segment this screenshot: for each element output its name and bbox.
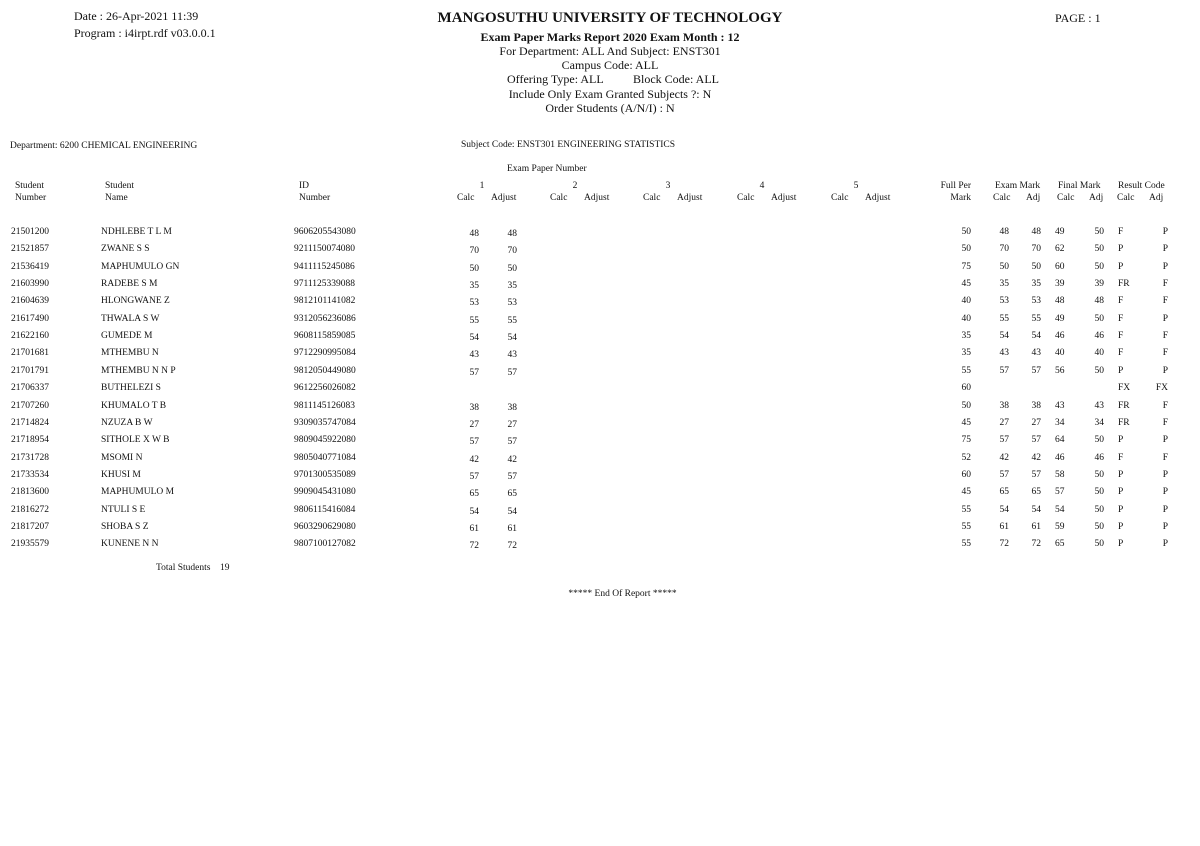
cell-ea: 57 bbox=[1031, 469, 1041, 480]
cell-name: MAPHUMULO M bbox=[101, 487, 175, 498]
cell-fc: 48 bbox=[1055, 296, 1065, 307]
paper-2-heading: 2 bbox=[572, 181, 578, 191]
cell-p1c: 57 bbox=[469, 471, 479, 482]
cell-id: 9812050449080 bbox=[294, 365, 356, 376]
paper-1-calc-heading: Calc bbox=[457, 193, 475, 203]
cell-fa: 50 bbox=[1094, 435, 1104, 446]
cell-id: 9809045922080 bbox=[294, 435, 356, 446]
cell-rc: FR bbox=[1118, 279, 1130, 290]
cell-num: 21813600 bbox=[11, 487, 49, 498]
cell-name: NZUZA B W bbox=[101, 417, 153, 428]
cell-fc: 43 bbox=[1055, 400, 1065, 411]
cell-fa: 40 bbox=[1094, 348, 1104, 359]
cell-name: GUMEDE M bbox=[101, 331, 153, 342]
program-id: Program : i4irpt.rdf v03.0.0.1 bbox=[74, 26, 216, 40]
cell-ea: 42 bbox=[1031, 452, 1041, 463]
cell-ra: P bbox=[1162, 227, 1168, 237]
cell-p1c: 50 bbox=[469, 263, 479, 274]
result-calc-heading: Calc bbox=[1117, 193, 1135, 203]
cell-fc: 39 bbox=[1055, 279, 1065, 290]
subject-line: Subject Code: ENST301 ENGINEERING STATISTICS bbox=[461, 140, 676, 150]
cell-fa: 50 bbox=[1094, 504, 1104, 515]
cell-fc: 54 bbox=[1055, 504, 1065, 515]
cell-ea: 35 bbox=[1031, 279, 1041, 290]
cell-full: 75 bbox=[961, 261, 971, 272]
cell-p1a: 50 bbox=[507, 263, 517, 274]
cell-ea: 72 bbox=[1031, 539, 1041, 550]
cell-name: NDHLEBE T L M bbox=[101, 227, 172, 237]
cell-ea: 27 bbox=[1031, 417, 1041, 428]
cell-p1c: 70 bbox=[469, 246, 479, 257]
cell-ra: F bbox=[1162, 452, 1168, 463]
final-calc-heading: Calc bbox=[1057, 193, 1075, 203]
order-filter: Order Students (A/N/I) : N bbox=[545, 101, 675, 115]
cell-id: 9711125339088 bbox=[294, 279, 356, 290]
cell-num: 21718954 bbox=[11, 435, 49, 446]
department-line: Department: 6200 CHEMICAL ENGINEERING bbox=[10, 141, 198, 151]
cell-num: 21521857 bbox=[11, 244, 49, 255]
cell-ea: 54 bbox=[1031, 331, 1041, 342]
cell-ec: 57 bbox=[999, 435, 1009, 446]
cell-id: 9805040771084 bbox=[294, 452, 356, 463]
cell-ec: 72 bbox=[999, 539, 1009, 550]
cell-rc: F bbox=[1118, 296, 1124, 307]
cell-fc: 40 bbox=[1055, 348, 1065, 359]
cell-fa: 50 bbox=[1094, 365, 1104, 376]
final-adj-heading: Adj bbox=[1089, 193, 1104, 203]
cell-fa: 50 bbox=[1094, 244, 1104, 255]
cell-num: 21706337 bbox=[11, 383, 49, 394]
student-number-heading: Student Number bbox=[15, 181, 47, 203]
paper-2-adjust-heading: Adjust bbox=[584, 193, 610, 203]
cell-full: 35 bbox=[961, 348, 971, 359]
cell-id: 9603290629080 bbox=[294, 521, 356, 532]
cell-fc: 57 bbox=[1055, 487, 1065, 498]
cell-ra: F bbox=[1162, 400, 1168, 411]
paper-5-adjust-heading: Adjust bbox=[865, 193, 891, 203]
report-title: Exam Paper Marks Report 2020 Exam Month : 12 bbox=[480, 30, 740, 44]
cell-p1a: 61 bbox=[507, 523, 517, 534]
report-date: Date : 26-Apr-2021 11:39 bbox=[74, 9, 199, 23]
cell-ec: 48 bbox=[999, 227, 1009, 237]
cell-p1c: 53 bbox=[469, 298, 479, 309]
cell-ea: 70 bbox=[1031, 244, 1041, 255]
cell-num: 21604639 bbox=[11, 296, 49, 307]
cell-fc: 65 bbox=[1055, 539, 1065, 550]
cell-full: 45 bbox=[961, 487, 971, 498]
cell-name: MTHEMBU N bbox=[101, 348, 159, 359]
id-number-heading: ID Number bbox=[299, 181, 331, 203]
paper-5-heading: 5 bbox=[853, 181, 859, 191]
cell-ec: 53 bbox=[999, 296, 1009, 307]
cell-ra: F bbox=[1162, 296, 1168, 307]
result-adj-heading: Adj bbox=[1149, 193, 1164, 203]
cell-num: 21701681 bbox=[11, 348, 49, 359]
cell-ec: 54 bbox=[999, 331, 1009, 342]
cell-fc: 59 bbox=[1055, 521, 1065, 532]
cell-fa: 50 bbox=[1094, 469, 1104, 480]
cell-fa: 39 bbox=[1094, 279, 1104, 290]
cell-ra: FX bbox=[1155, 383, 1168, 394]
cell-id: 9612256026082 bbox=[294, 383, 356, 394]
cell-rc: P bbox=[1118, 365, 1124, 376]
cell-ra: P bbox=[1162, 487, 1168, 498]
cell-p1c: 27 bbox=[469, 419, 479, 430]
cell-rc: FR bbox=[1118, 400, 1130, 411]
cell-p1c: 57 bbox=[469, 437, 479, 448]
cell-p1a: 72 bbox=[507, 541, 517, 552]
cell-ec: 27 bbox=[999, 417, 1009, 428]
cell-id: 9211150074080 bbox=[294, 244, 356, 255]
cell-fc: 46 bbox=[1055, 331, 1065, 342]
cell-p1a: 57 bbox=[507, 367, 517, 378]
cell-ea: 55 bbox=[1031, 313, 1041, 324]
cell-rc: P bbox=[1118, 487, 1124, 498]
cell-name: SITHOLE X W B bbox=[101, 435, 170, 446]
granted-filter: Include Only Exam Granted Subjects ?: N bbox=[508, 87, 712, 101]
department-subject-filter: For Department: ALL And Subject: ENST301 bbox=[499, 44, 721, 58]
cell-p1c: 35 bbox=[469, 281, 479, 292]
end-of-report: ***** End Of Report ***** bbox=[568, 589, 677, 599]
cell-id: 9806115416084 bbox=[294, 504, 356, 515]
cell-fa: 50 bbox=[1094, 313, 1104, 324]
cell-ra: P bbox=[1162, 244, 1168, 255]
cell-p1c: 61 bbox=[469, 523, 479, 534]
cell-ra: P bbox=[1162, 504, 1168, 515]
cell-name: BUTHELEZI S bbox=[101, 383, 161, 394]
cell-ea: 57 bbox=[1031, 435, 1041, 446]
cell-p1a: 65 bbox=[507, 489, 517, 500]
cell-num: 21701791 bbox=[11, 365, 49, 376]
cell-ec: 42 bbox=[999, 452, 1009, 463]
cell-fc: 58 bbox=[1055, 469, 1065, 480]
cell-id: 9312056236086 bbox=[294, 313, 356, 324]
cell-ra: F bbox=[1162, 331, 1168, 342]
cell-full: 50 bbox=[961, 244, 971, 255]
full-per-mark-heading: Full Per Mark bbox=[940, 181, 971, 203]
cell-name: MSOMI N bbox=[101, 452, 143, 463]
cell-id: 9811145126083 bbox=[294, 400, 356, 411]
cell-ec: 65 bbox=[999, 487, 1009, 498]
cell-ra: P bbox=[1162, 435, 1168, 446]
cell-fc: 46 bbox=[1055, 452, 1065, 463]
cell-num: 21707260 bbox=[11, 400, 49, 411]
cell-ra: P bbox=[1162, 365, 1168, 376]
cell-p1a: 27 bbox=[507, 419, 517, 430]
cell-fc: 49 bbox=[1055, 227, 1065, 237]
cell-ec: 50 bbox=[999, 261, 1009, 272]
cell-rc: F bbox=[1118, 313, 1124, 324]
cell-fa: 34 bbox=[1094, 417, 1104, 428]
final-mark-heading: Final Mark bbox=[1058, 181, 1101, 191]
result-code-heading: Result Code bbox=[1118, 181, 1165, 191]
cell-full: 55 bbox=[961, 539, 971, 550]
cell-ec: 70 bbox=[999, 244, 1009, 255]
cell-fa: 46 bbox=[1094, 452, 1104, 463]
cell-full: 55 bbox=[961, 521, 971, 532]
cell-id: 9608115859085 bbox=[294, 331, 356, 342]
cell-rc: P bbox=[1118, 435, 1124, 446]
cell-ea: 54 bbox=[1031, 504, 1041, 515]
cell-ra: P bbox=[1162, 469, 1168, 480]
cell-p1a: 48 bbox=[507, 229, 517, 239]
exam-mark-heading: Exam Mark bbox=[995, 181, 1041, 191]
block-filter: Block Code: ALL bbox=[633, 72, 719, 86]
cell-num: 21714824 bbox=[11, 417, 49, 428]
cell-p1c: 48 bbox=[469, 229, 479, 239]
cell-name: KUNENE N N bbox=[101, 539, 159, 550]
cell-num: 21617490 bbox=[11, 313, 49, 324]
cell-name: KHUSI M bbox=[101, 469, 141, 480]
cell-full: 75 bbox=[961, 435, 971, 446]
cell-rc: P bbox=[1118, 504, 1124, 515]
total-students-label: Total Students bbox=[156, 563, 211, 573]
total-students-value: 19 bbox=[220, 563, 230, 573]
cell-ec: 54 bbox=[999, 504, 1009, 515]
cell-ra: P bbox=[1162, 539, 1168, 550]
paper-4-adjust-heading: Adjust bbox=[771, 193, 797, 203]
cell-ea: 43 bbox=[1031, 348, 1041, 359]
cell-rc: P bbox=[1118, 469, 1124, 480]
cell-id: 9812101141082 bbox=[294, 296, 356, 307]
cell-fa: 46 bbox=[1094, 331, 1104, 342]
cell-name: SHOBA S Z bbox=[101, 521, 149, 532]
paper-2-calc-heading: Calc bbox=[550, 193, 568, 203]
cell-p1a: 38 bbox=[507, 402, 517, 413]
cell-fa: 50 bbox=[1094, 487, 1104, 498]
cell-full: 45 bbox=[961, 417, 971, 428]
cell-p1c: 54 bbox=[469, 506, 479, 517]
cell-ea: 65 bbox=[1031, 487, 1041, 498]
university-name: MANGOSUTHU UNIVERSITY OF TECHNOLOGY bbox=[437, 10, 783, 26]
cell-name: RADEBE S M bbox=[101, 279, 158, 290]
paper-1-heading: 1 bbox=[479, 181, 485, 191]
cell-name: HLONGWANE Z bbox=[101, 296, 170, 307]
cell-full: 52 bbox=[961, 452, 971, 463]
cell-fa: 50 bbox=[1094, 539, 1104, 550]
cell-ra: P bbox=[1162, 313, 1168, 324]
cell-ea: 48 bbox=[1031, 227, 1041, 237]
cell-rc: F bbox=[1118, 452, 1124, 463]
cell-p1c: 55 bbox=[469, 315, 479, 326]
cell-p1a: 57 bbox=[507, 437, 517, 448]
cell-fc: 62 bbox=[1055, 244, 1065, 255]
cell-ra: P bbox=[1162, 261, 1168, 272]
cell-id: 9411115245086 bbox=[294, 261, 355, 272]
cell-ra: P bbox=[1162, 521, 1168, 532]
cell-p1a: 42 bbox=[507, 454, 517, 465]
cell-fc: 34 bbox=[1055, 417, 1065, 428]
cell-ec: 35 bbox=[999, 279, 1009, 290]
cell-full: 55 bbox=[961, 365, 971, 376]
paper-3-adjust-heading: Adjust bbox=[677, 193, 703, 203]
offering-filter: Offering Type: ALL bbox=[507, 72, 604, 86]
cell-p1c: 38 bbox=[469, 402, 479, 413]
cell-ec: 38 bbox=[999, 400, 1009, 411]
cell-num: 21817207 bbox=[11, 521, 49, 532]
cell-p1a: 57 bbox=[507, 471, 517, 482]
cell-full: 50 bbox=[961, 400, 971, 411]
cell-name: MAPHUMULO GN bbox=[101, 261, 180, 272]
cell-fc: 60 bbox=[1055, 261, 1065, 272]
cell-id: 9606205543080 bbox=[294, 227, 356, 237]
cell-num: 21536419 bbox=[11, 261, 49, 272]
cell-ea: 53 bbox=[1031, 296, 1041, 307]
cell-rc: FR bbox=[1118, 417, 1130, 428]
cell-full: 35 bbox=[961, 331, 971, 342]
cell-fa: 43 bbox=[1094, 400, 1104, 411]
cell-full: 40 bbox=[961, 296, 971, 307]
cell-p1c: 43 bbox=[469, 350, 479, 361]
cell-p1c: 57 bbox=[469, 367, 479, 378]
paper-1-adjust-heading: Adjust bbox=[491, 193, 517, 203]
cell-p1a: 54 bbox=[507, 333, 517, 344]
cell-id: 9807100127082 bbox=[294, 539, 356, 550]
cell-id: 9309035747084 bbox=[294, 417, 356, 428]
cell-num: 21816272 bbox=[11, 504, 49, 515]
cell-num: 21731728 bbox=[11, 452, 49, 463]
paper-5-calc-heading: Calc bbox=[831, 193, 849, 203]
paper-4-calc-heading: Calc bbox=[737, 193, 755, 203]
cell-num: 21733534 bbox=[11, 469, 49, 480]
cell-num: 21622160 bbox=[11, 331, 49, 342]
cell-full: 60 bbox=[961, 469, 971, 480]
cell-num: 21501200 bbox=[11, 227, 49, 237]
cell-full: 60 bbox=[961, 383, 971, 394]
cell-ec: 55 bbox=[999, 313, 1009, 324]
cell-ea: 38 bbox=[1031, 400, 1041, 411]
cell-p1a: 55 bbox=[507, 315, 517, 326]
cell-ea: 57 bbox=[1031, 365, 1041, 376]
cell-ec: 57 bbox=[999, 469, 1009, 480]
cell-rc: P bbox=[1118, 539, 1124, 550]
cell-ec: 57 bbox=[999, 365, 1009, 376]
cell-fc: 56 bbox=[1055, 365, 1065, 376]
cell-full: 45 bbox=[961, 279, 971, 290]
cell-p1a: 54 bbox=[507, 506, 517, 517]
cell-id: 9909045431080 bbox=[294, 487, 356, 498]
cell-ea: 61 bbox=[1031, 521, 1041, 532]
student-name-heading: Student Name bbox=[105, 181, 135, 203]
cell-full: 50 bbox=[961, 227, 971, 237]
cell-full: 40 bbox=[961, 313, 971, 324]
campus-filter: Campus Code: ALL bbox=[561, 58, 659, 72]
cell-p1c: 72 bbox=[469, 541, 479, 552]
exam-adj-heading: Adj bbox=[1026, 193, 1041, 203]
exam-calc-heading: Calc bbox=[993, 193, 1011, 203]
cell-rc: P bbox=[1118, 521, 1124, 532]
page-number: PAGE : 1 bbox=[1055, 11, 1101, 25]
cell-fa: 50 bbox=[1094, 227, 1104, 237]
cell-ra: F bbox=[1162, 417, 1168, 428]
cell-rc: F bbox=[1118, 348, 1124, 359]
cell-fa: 48 bbox=[1094, 296, 1104, 307]
cell-id: 9712290995084 bbox=[294, 348, 356, 359]
paper-4-heading: 4 bbox=[759, 181, 765, 191]
cell-p1c: 54 bbox=[469, 333, 479, 344]
cell-rc: P bbox=[1118, 244, 1124, 255]
cell-ea: 50 bbox=[1031, 261, 1041, 272]
cell-fa: 50 bbox=[1094, 521, 1104, 532]
cell-name: THWALA S W bbox=[101, 313, 160, 324]
cell-name: NTULI S E bbox=[101, 504, 146, 515]
cell-rc: F bbox=[1118, 227, 1124, 237]
cell-num: 21603990 bbox=[11, 279, 49, 290]
cell-full: 55 bbox=[961, 504, 971, 515]
cell-rc: P bbox=[1118, 261, 1124, 272]
cell-p1a: 70 bbox=[507, 246, 517, 257]
cell-name: MTHEMBU N N P bbox=[101, 365, 176, 376]
paper-3-calc-heading: Calc bbox=[643, 193, 661, 203]
cell-num: 21935579 bbox=[11, 539, 49, 550]
cell-fa: 50 bbox=[1094, 261, 1104, 272]
cell-p1a: 53 bbox=[507, 298, 517, 309]
cell-p1c: 42 bbox=[469, 454, 479, 465]
cell-fc: 49 bbox=[1055, 313, 1065, 324]
cell-ra: F bbox=[1162, 348, 1168, 359]
cell-ec: 61 bbox=[999, 521, 1009, 532]
cell-rc: F bbox=[1118, 331, 1124, 342]
cell-name: KHUMALO T B bbox=[101, 400, 167, 411]
cell-rc: FX bbox=[1118, 383, 1131, 394]
cell-p1c: 65 bbox=[469, 489, 479, 500]
exam-paper-number-heading: Exam Paper Number bbox=[507, 164, 587, 174]
cell-id: 9701300535089 bbox=[294, 469, 356, 480]
cell-p1a: 35 bbox=[507, 281, 517, 292]
cell-fc: 64 bbox=[1055, 435, 1065, 446]
cell-ra: F bbox=[1162, 279, 1168, 290]
cell-name: ZWANE S S bbox=[101, 244, 150, 255]
cell-p1a: 43 bbox=[507, 350, 517, 361]
paper-3-heading: 3 bbox=[665, 181, 671, 191]
cell-ec: 43 bbox=[999, 348, 1009, 359]
